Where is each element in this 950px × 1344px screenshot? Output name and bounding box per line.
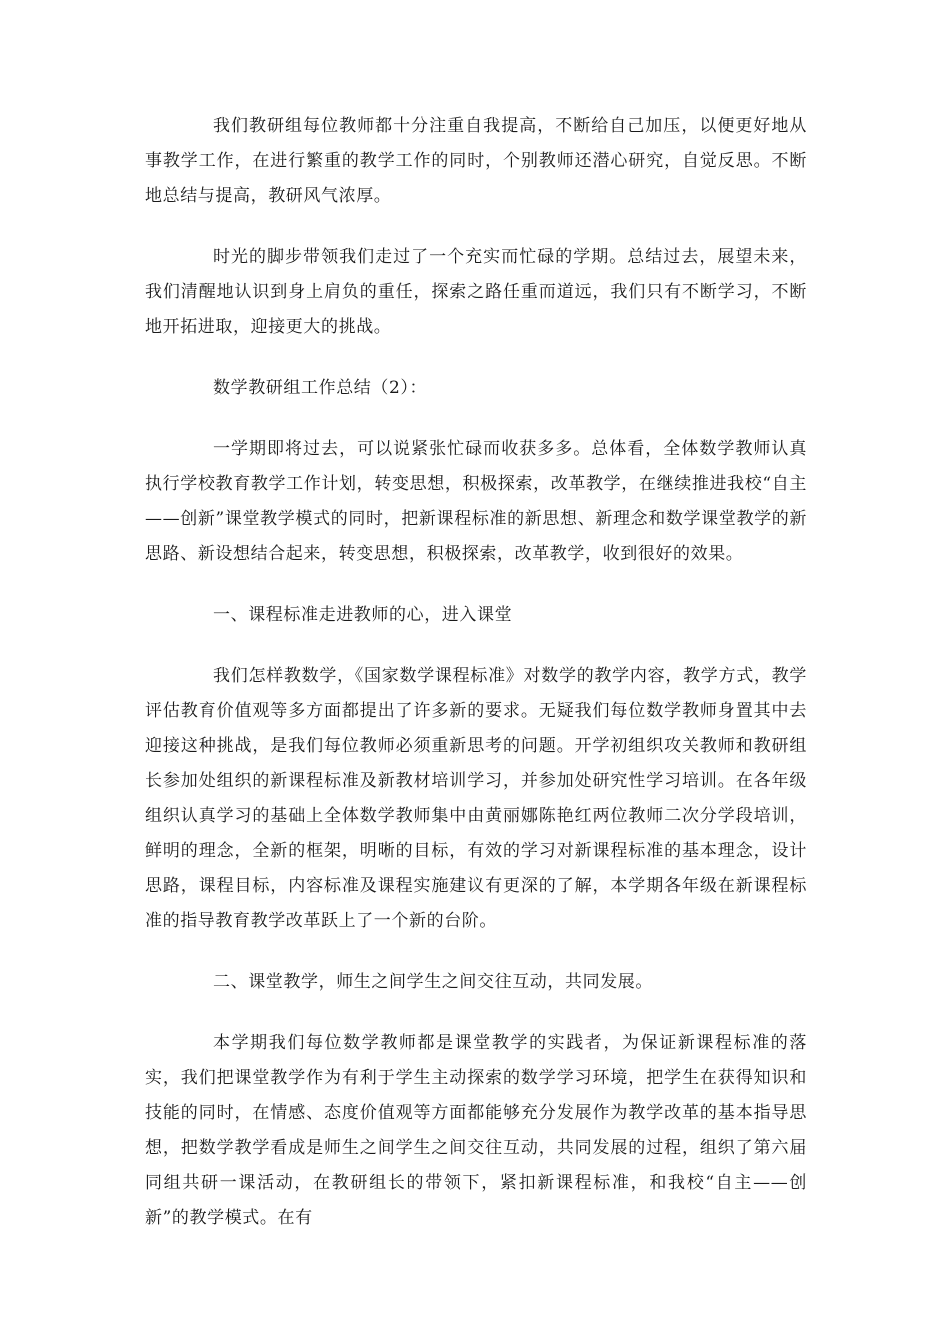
- heading-curriculum-standards: 一、课程标准走进教师的心，进入课堂: [213, 605, 513, 625]
- section-title-summary-2: 数学教研组工作总结（2）：: [213, 378, 428, 398]
- paragraph-classroom-teaching: 本学期我们每位数学教师都是课堂教学的实践者，为保证新课程标准的落实，我们把课堂教学作为有利于学生主动探索的数学学习环境，把学生在获得知识和技能的同时，在情感、态度价值观等方面都能够充分发展作为教学改革的基本指导思想，把数学教学看成是师生之间学生之间交往互动，共同发展的过程，组织了第六届同组共研一课活动，在教研组长的带领下，紧扣新课程标准，和我校“自主——创新”的教学模式。在有: [145, 1033, 807, 1228]
- heading-classroom-teaching: 二、课堂教学，师生之间学生之间交往互动，共同发展。: [213, 972, 653, 992]
- document-body: [145, 109, 807, 1262]
- paragraph-semester-overview: 一学期即将过去，可以说紧张忙碌而收获多多。总体看，全体数学教师认真执行学校教育教学工作计划，转变思想，积极探索，改革教学，在继续推进我校“自主——创新”课堂教学模式的同时，把新课程标准的新思想、新理念和数学课堂教学的新思路、新设想结合起来，转变思想，积极探索，改革教学，收到很好的效果。: [145, 439, 807, 564]
- paragraph-curriculum-standards: 我们怎样教数学，《国家数学课程标准》对数学的教学内容，教学方式，教学评估教育价值观等多方面都提出了许多新的要求。无疑我们每位数学教师身置其中去迎接这种挑战，是我们每位教师必须重新思考的问题。开学初组织攻关教师和教研组长参加处组织的新课程标准及新教材培训学习，并参加处研究性学习培训。在各年级组织认真学习的基础上全体数学教师集中由黄丽娜陈艳红两位教师二次分学段培训，鲜明的理念，全新的框架，明晰的目标，有效的学习对新课程标准的基本理念，设计思路，课程目标，内容标准及课程实施建议有更深的了解，本学期各年级在新课程标准的指导教育教学改革跃上了一个新的台阶。: [145, 666, 807, 931]
- paragraph-self-improvement: 我们教研组每位教师都十分注重自我提高，不断给自己加压，以便更好地从事教学工作，在进行繁重的教学工作的同时，个别教师还潜心研究，自觉反思。不断地总结与提高，教研风气浓厚。: [145, 116, 807, 206]
- paragraph-semester-reflection: 时光的脚步带领我们走过了一个充实而忙碌的学期。总结过去，展望未来，我们清醒地认识到身上肩负的重任，探索之路任重而道远，我们只有不断学习，不断地开拓进取，迎接更大的挑战。: [145, 247, 807, 337]
